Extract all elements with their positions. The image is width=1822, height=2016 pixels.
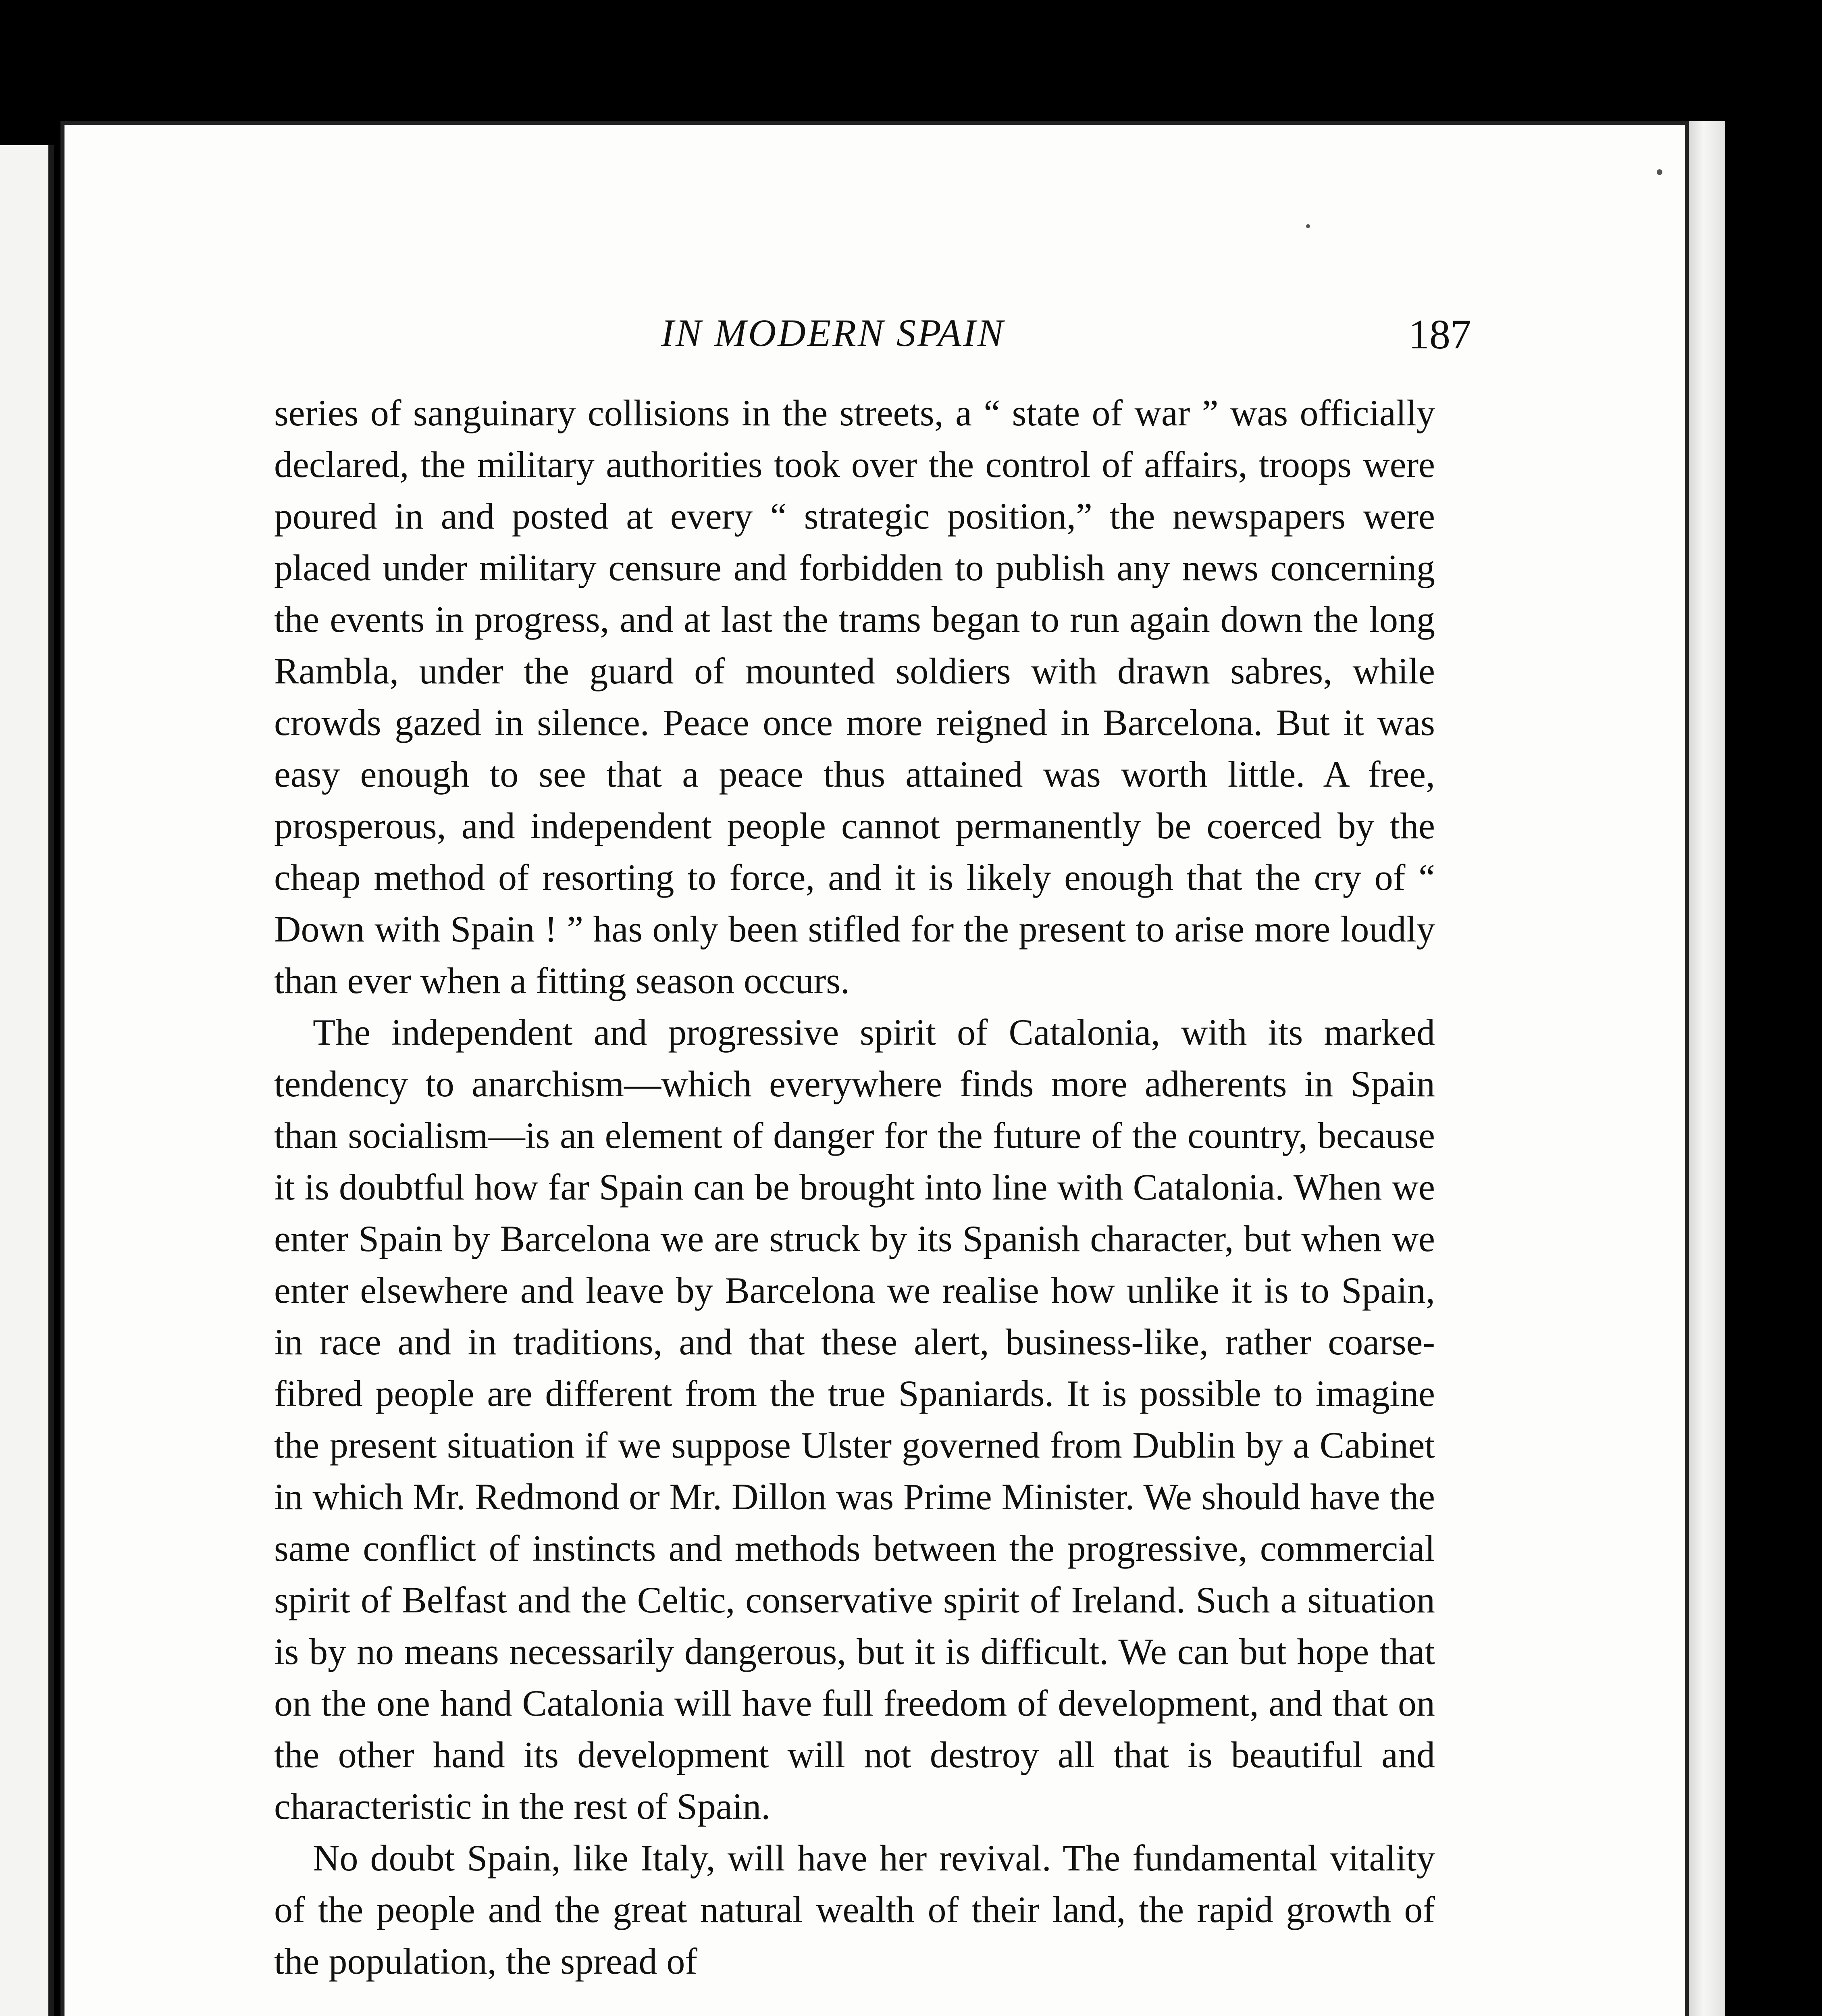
body-text [274, 387, 1435, 1987]
dust-speck [1657, 169, 1662, 175]
running-header [262, 310, 1471, 367]
paragraph: series of sanguinary collisions in the streets, a “ state of war ” was officially declared, the military authorities took over the control of affairs, troops were poured in and posted at every “ strategic position,” the newspapers were placed under military censure and forbidden to publish any news concerning the events in progress, and at last the trams began to run again down the long Rambla, under the guard of mounted soldiers with drawn sabres, while crowds gazed in silence. Peace once more reigned in Barcelona. But it was easy enough to see that a peace thus attained was worth little. A free, prosperous, and independent people cannot permanently be coerced by the cheap method of resorting to force, and it is likely enough that the cry of “ Down with Spain ! ” has only been stifled for the present to arise more loudly than ever when a fitting season occurs. [274, 392, 1435, 1001]
page-number: 187 [1408, 311, 1471, 358]
running-title: IN MODERN SPAIN [661, 311, 1005, 354]
page-edge-shadow [1689, 121, 1725, 2016]
paragraph: The independent and progressive spirit of Catalonia, with its marked tendency to anarchism—which everywhere finds more adherents in Spain than socialism—is an element of danger for the future of the country, because it is doubtful how far Spain can be brought into line with Catalonia. When we enter Spain by Barcelona we are struck by its Spanish character, but when we enter elsewhere and leave by Barcelona we realise how unlike it is to Spain, in race and in traditions, and that these alert, business-like, rather coarse-fibred people are different from the true Spaniards. It is possible to imagine the present situation if we suppose Ulster governed from Dublin by a Cabinet in which Mr. Redmond or Mr. Dillon was Prime Minister. We should have the same conflict of instincts and methods between the progressive, commercial spirit of Belfast and the Celtic, conservative spirit of Ireland. Such a situation is by no means necessarily dangerous, but it is difficult. We can but hope that on the one hand Catalonia will have full freedom of development, and that on the other hand its development will not destroy all that is beautiful and characteristic in the rest of Spain. [274, 1012, 1435, 1827]
paragraph: No doubt Spain, like Italy, will have her revival. The fundamental vitality of the people and the great natural wealth of their land, the rapid growth of the population, the spread of [274, 1837, 1435, 1982]
facing-page-edge [0, 145, 54, 2016]
dust-speck [1306, 224, 1310, 228]
